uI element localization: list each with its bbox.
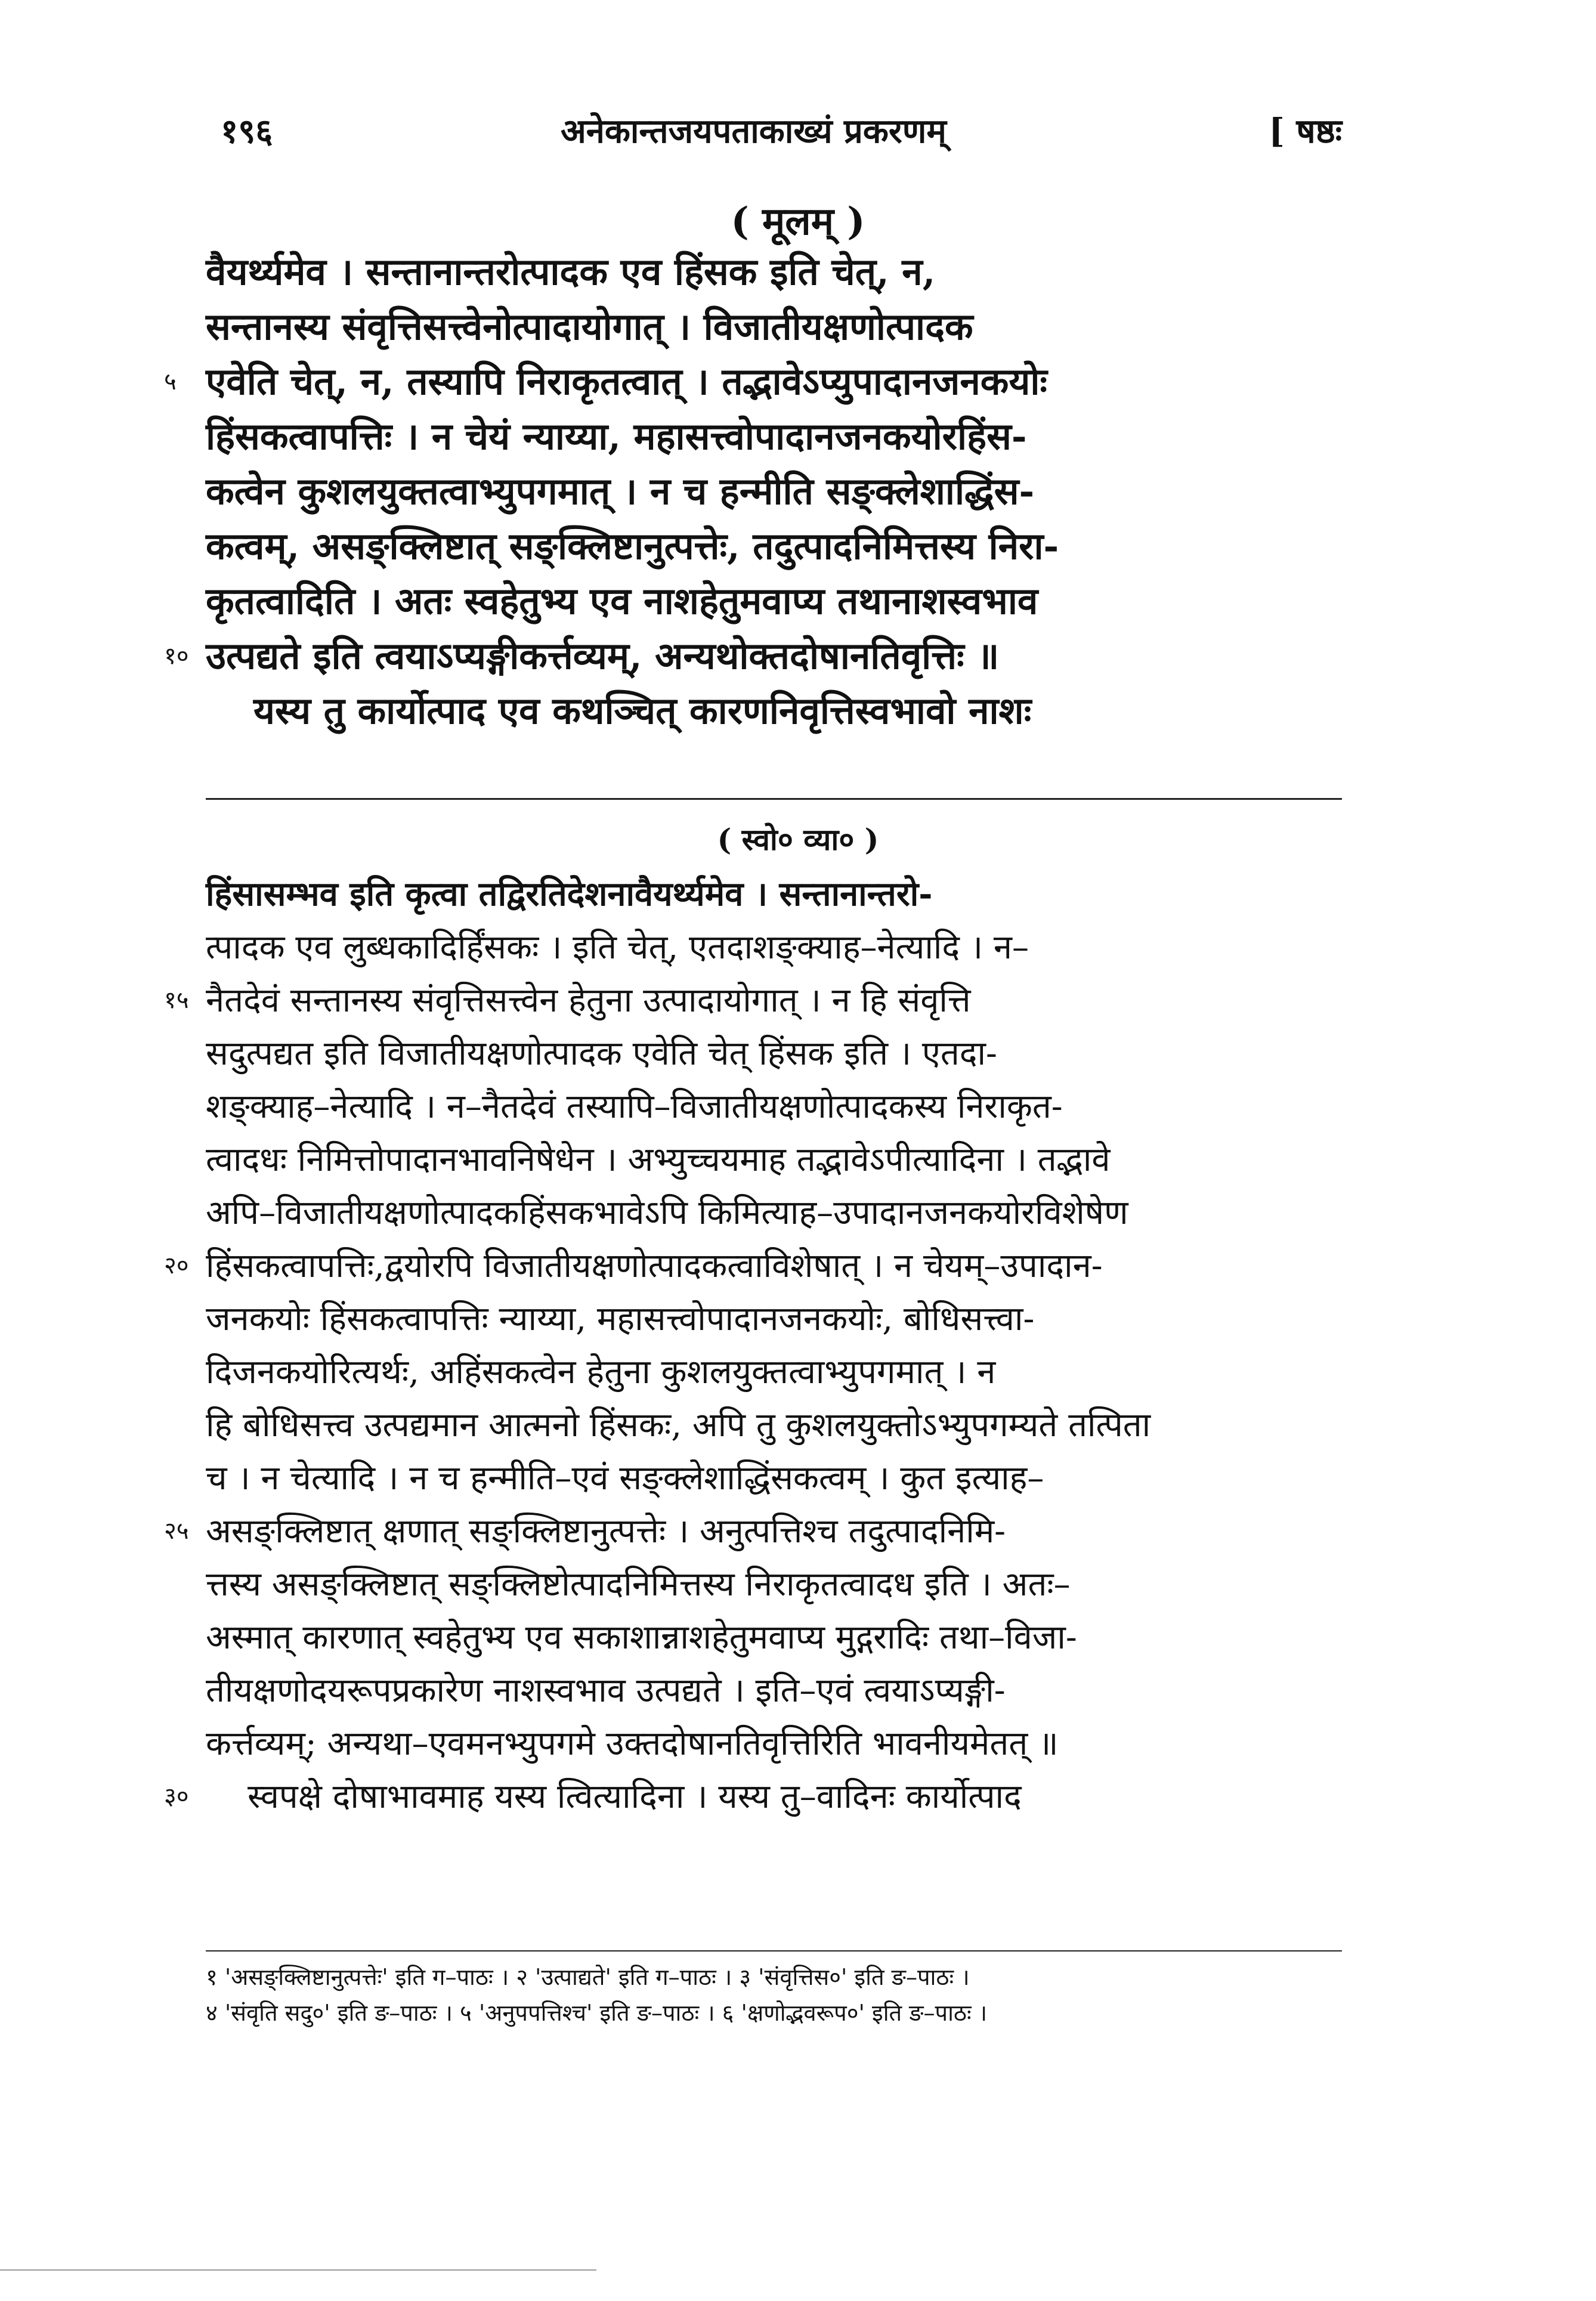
line-text: नैतदेवं सन्तानस्य संवृत्तिसत्त्वेन हेतुना उत्पादायोगात् । न हि संवृत्ति bbox=[206, 981, 971, 1020]
text-line bbox=[206, 574, 1342, 629]
line-number: १५ bbox=[164, 986, 189, 1014]
scan-edge-line bbox=[0, 2269, 596, 2271]
text-line bbox=[164, 1239, 1342, 1292]
text-line bbox=[206, 1292, 1342, 1346]
line-text: कृतत्वादिति । अतः स्वहेतुभ्य एव नाशहेतुमवाप्य तथानाशस्वभाव bbox=[206, 579, 1038, 623]
page-header bbox=[221, 107, 1342, 161]
text-line bbox=[206, 868, 1342, 921]
line-text: जनकयोः हिंसकत्वापत्तिः न्याय्या, महासत्त्वोपादानजनकयोः, बोधिसत्त्वा- bbox=[206, 1300, 1035, 1338]
text-line bbox=[206, 1399, 1342, 1452]
text-line bbox=[206, 1611, 1342, 1664]
text-line bbox=[206, 1558, 1342, 1611]
line-number: ५ bbox=[164, 368, 177, 395]
line-text: उत्पद्यते इति त्वयाऽप्यङ्गीकर्त्तव्यम्, अन्यथोक्तदोषानतिवृत्तिः ॥ bbox=[206, 634, 1000, 678]
line-number: ३० bbox=[164, 1783, 189, 1810]
text-line bbox=[206, 299, 1342, 354]
text-line bbox=[206, 921, 1342, 974]
line-text: तीयक्षणोदयरूपप्रकारेण नाशस्वभाव उत्पद्यते । इति–एवं त्वयाऽप्यङ्गी- bbox=[206, 1671, 1006, 1710]
text-line bbox=[164, 1505, 1342, 1558]
mula-text bbox=[164, 245, 1342, 738]
footnote-line: ४ 'संवृति सदु०' इति ङ–पाठः । ५ 'अनुपपत्तिश्च' इति ङ–पाठः । ६ 'क्षणोद्भवरूप०' इति ङ–पाठः । bbox=[206, 2000, 988, 2026]
line-text: वैयर्थ्यमेव । सन्तानान्तरोत्पादक एव हिंसक इति चेत्, न, bbox=[206, 250, 936, 293]
text-line bbox=[164, 354, 1342, 409]
line-text: यस्य तु कार्योत्पाद एव कथञ्चित् कारणनिवृत्तिस्वभावो नाशः bbox=[253, 689, 1032, 732]
footnote-line: १ 'असङ्क्लिष्टानुत्पत्तेः' इति ग–पाठः । २ 'उत्पाद्यते' इति ग–पाठः । ३ 'संवृत्तिस०' इति ङ–पाठः । bbox=[206, 1964, 970, 1990]
text-line bbox=[164, 974, 1342, 1027]
line-text: शङ्क्याह–नेत्यादि । न–नैतदेवं तस्यापि–विजातीयक्षणोत्पादकस्य निराकृत- bbox=[206, 1087, 1063, 1126]
line-number: १० bbox=[164, 642, 189, 670]
page-number: १९६ bbox=[221, 112, 273, 151]
line-text: अस्मात् कारणात् स्वहेतुभ्य एव सकाशान्नाशहेतुमवाप्य मुद्गरादिः तथा–विजा- bbox=[206, 1618, 1077, 1657]
section-label: [ षष्ठः bbox=[1269, 112, 1342, 151]
footnote-divider bbox=[206, 1950, 1342, 1951]
mula-heading: ( मूलम् ) bbox=[731, 199, 865, 244]
text-line bbox=[206, 245, 1342, 299]
line-text: त्पादक एव लुब्धकादिर्हिंसकः । इति चेत्, एतदाशङ्क्याह–नेत्यादि । न– bbox=[206, 928, 1029, 967]
text-line bbox=[206, 1186, 1342, 1239]
line-text: कर्त्तव्यम्; अन्यथा–एवमनभ्युपगमे उक्तदोषानतिवृत्तिरिति भावनीयमेतत् ॥ bbox=[206, 1724, 1059, 1763]
text-line bbox=[206, 684, 1342, 738]
section-divider bbox=[206, 798, 1342, 800]
line-text: कत्वम्, असङ्क्लिष्टात् सङ्क्लिष्टानुत्पत्तेः, तदुत्पादनिमित्तस्य निरा- bbox=[206, 524, 1059, 568]
line-text: अपि–विजातीयक्षणोत्पादकहिंसकभावेऽपि किमित्याह–उपादानजनकयोरविशेषेण bbox=[206, 1193, 1128, 1232]
line-text: सन्तानस्य संवृत्तिसत्त्वेनोत्पादायोगात् । विजातीयक्षणोत्पादक bbox=[206, 305, 973, 348]
line-text: हिंसासम्भव इति कृत्वा तद्विरतिदेशनावैयर्थ्यमेव । सन्तानान्तरो- bbox=[206, 874, 933, 914]
running-title: अनेकान्तजयपताकाख्यं प्रकरणम् bbox=[561, 112, 947, 151]
text-line bbox=[206, 1027, 1342, 1080]
text-line bbox=[206, 519, 1342, 574]
text-line bbox=[206, 1080, 1342, 1133]
text-line bbox=[206, 1133, 1342, 1186]
text-line bbox=[206, 1664, 1342, 1717]
footnotes bbox=[206, 1959, 1342, 2031]
text-line bbox=[206, 409, 1342, 464]
text-line bbox=[206, 1452, 1342, 1505]
line-text: स्वपक्षे दोषाभावमाह यस्य त्वित्यादिना । यस्य तु–वादिनः कार्योत्पाद bbox=[248, 1777, 1022, 1816]
line-number: २० bbox=[164, 1252, 189, 1279]
commentary-heading: ( स्वो० व्या० ) bbox=[717, 822, 879, 857]
text-line bbox=[164, 629, 1342, 684]
line-number: २५ bbox=[164, 1517, 189, 1545]
line-text: हिंसकत्वापत्तिः । न चेयं न्याय्या, महासत्त्वोपादानजनकयोरहिंस- bbox=[206, 415, 1027, 458]
text-line bbox=[206, 1346, 1342, 1399]
line-text: असङ्क्लिष्टात् क्षणात् सङ्क्लिष्टानुत्पत्तेः । अनुत्पत्तिश्च तदुत्पादनिमि- bbox=[206, 1512, 1006, 1551]
line-text: हिंसकत्वापत्तिः,द्वयोरपि विजातीयक्षणोत्पादकत्वाविशेषात् । न चेयम्–उपादान- bbox=[206, 1247, 1103, 1285]
line-text: एवेति चेत्, न, तस्यापि निराकृतत्वात् । तद्भावेऽप्युपादानजनकयोः bbox=[206, 360, 1047, 403]
commentary-text bbox=[164, 868, 1342, 1823]
line-text: दिजनकयोरित्यर्थः, अहिंसकत्वेन हेतुना कुशलयुक्तत्वाभ्युपगमात् । न bbox=[206, 1353, 996, 1391]
text-line bbox=[164, 1770, 1342, 1823]
line-text: त्तस्य असङ्क्लिष्टात् सङ्क्लिष्टोत्पादनिमित्तस्य निराकृतत्वादध इति । अतः– bbox=[206, 1565, 1071, 1604]
text-line bbox=[206, 1717, 1342, 1770]
line-text: सदुत्पद्यत इति विजातीयक्षणोत्पादक एवेति चेत् हिंसक इति । एतदा- bbox=[206, 1034, 997, 1073]
line-text: हि बोधिसत्त्व उत्पद्यमान आत्मनो हिंसकः, अपि तु कुशलयुक्तोऽभ्युपगम्यते तत्पिता bbox=[206, 1406, 1151, 1445]
text-line bbox=[206, 464, 1342, 519]
line-text: कत्वेन कुशलयुक्तत्वाभ्युपगमात् । न च हन्मीति सङ्क्लेशाद्धिंस- bbox=[206, 469, 1035, 513]
line-text: च । न चेत्यादि । न च हन्मीति–एवं सङ्क्लेशाद्धिंसकत्वम् । कुत इत्याह– bbox=[206, 1459, 1044, 1498]
line-text: त्वादधः निमित्तोपादानभावनिषेधेन । अभ्युच्चयमाह तद्भावेऽपीत्यादिना । तद्भावे bbox=[206, 1140, 1111, 1179]
